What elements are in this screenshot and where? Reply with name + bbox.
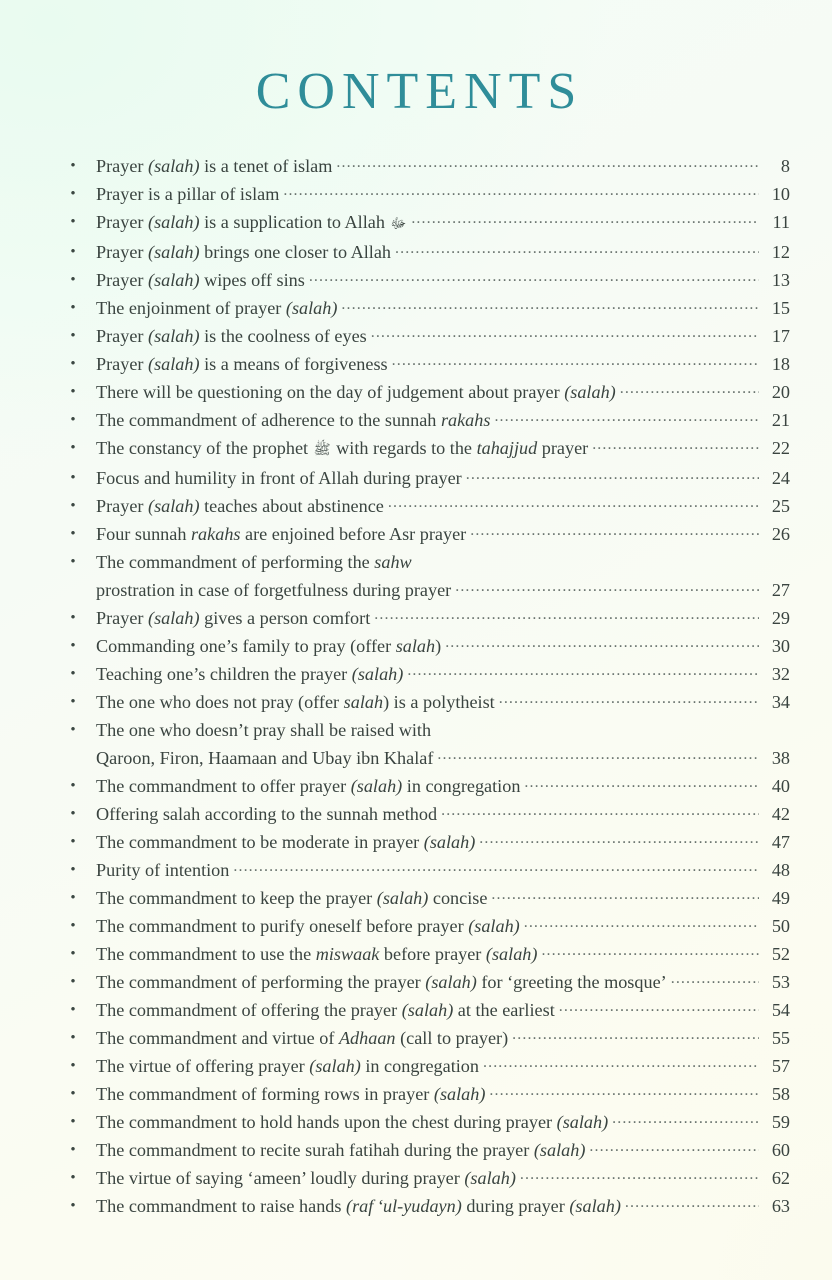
page-number: 21 xyxy=(771,410,790,430)
transliterated-term: (raf ‘ul-yudayn) xyxy=(346,1196,462,1216)
transliterated-term: (salah) xyxy=(148,270,200,290)
toc-entry-title: Prayer (salah) gives a person comfort xyxy=(96,608,371,628)
transliterated-term: sahw xyxy=(374,552,412,572)
transliterated-term: Adhaan xyxy=(338,1028,396,1048)
page-number: 48 xyxy=(771,860,790,880)
toc-entry-line xyxy=(96,1164,790,1192)
dot-leader xyxy=(371,324,759,342)
toc-entry-line xyxy=(96,180,790,208)
toc-entry[interactable] xyxy=(60,378,790,406)
bullet-icon: • xyxy=(70,214,76,230)
toc-entry-title: The virtue of saying ‘ameen’ loudly during prayer (salah) xyxy=(96,1168,516,1188)
toc-entry-line xyxy=(96,912,790,940)
transliterated-term: tahajjud xyxy=(476,438,538,458)
dot-leader xyxy=(494,408,759,426)
bullet-icon: • xyxy=(70,890,76,906)
dot-leader xyxy=(541,942,759,960)
transliterated-term: (salah) xyxy=(351,664,404,684)
transliterated-term: (salah) xyxy=(556,1112,609,1132)
dot-leader xyxy=(671,970,759,988)
page-number: 11 xyxy=(772,212,790,232)
bullet-icon: • xyxy=(70,610,76,626)
page-number: 20 xyxy=(771,382,790,402)
transliterated-term: (salah) xyxy=(569,1196,621,1216)
bullet-icon: • xyxy=(70,1142,76,1158)
transliterated-term: (salah) xyxy=(425,972,477,992)
dot-leader xyxy=(445,634,759,652)
bullet-icon: • xyxy=(70,1030,76,1046)
page-number: 50 xyxy=(771,916,790,936)
dot-leader xyxy=(520,1166,759,1184)
bullet-icon: • xyxy=(70,1058,76,1074)
toc-entry-line xyxy=(96,1024,790,1052)
toc-entry-line xyxy=(96,604,790,632)
page-number: 59 xyxy=(771,1112,790,1132)
page-number: 58 xyxy=(771,1084,790,1104)
toc-entry-line-continued xyxy=(96,576,790,604)
transliterated-term: rakahs xyxy=(190,524,241,544)
page-number: 47 xyxy=(771,832,790,852)
toc-entry-title: The commandment of performing the prayer (salah) for ‘greeting the mosque’ xyxy=(96,972,667,992)
dot-leader xyxy=(620,380,759,398)
toc-entry-title: Four sunnah rakahs are enjoined before Asr prayer xyxy=(96,524,467,544)
toc-entry[interactable] xyxy=(60,548,790,604)
transliterated-term: (salah) xyxy=(309,1056,361,1076)
transliterated-term: (salah) xyxy=(433,1084,486,1104)
toc-entry-title: The enjoinment of prayer (salah) xyxy=(96,298,338,318)
toc-entry-title: Prayer (salah) is a supplication to Allah ﷻ xyxy=(96,212,407,232)
transliterated-term: (salah) xyxy=(423,832,476,852)
transliterated-term: (salah) xyxy=(148,354,200,374)
toc-entry[interactable] xyxy=(60,464,790,492)
toc-entry-title: The commandment to hold hands upon the chest during prayer (salah) xyxy=(96,1112,609,1132)
bullet-icon: • xyxy=(70,806,76,822)
bullet-icon: • xyxy=(70,666,76,682)
toc-entry-title: Prayer (salah) wipes off sins xyxy=(96,270,305,290)
toc-entry-title: The commandment to be moderate in prayer (salah) xyxy=(96,832,476,852)
bullet-icon: • xyxy=(70,186,76,202)
toc-entry[interactable] xyxy=(60,604,790,632)
page-title: CONTENTS xyxy=(255,63,584,120)
toc-entry-title: The commandment to recite surah fatihah during the prayer (salah) xyxy=(96,1140,586,1160)
bullet-icon: • xyxy=(70,328,76,344)
bullet-icon: • xyxy=(70,554,76,570)
dot-leader xyxy=(499,690,759,708)
dot-leader xyxy=(392,352,759,370)
toc-entry-line xyxy=(96,660,790,688)
toc-entry-line xyxy=(96,1192,790,1220)
toc-entry-line xyxy=(96,378,790,406)
toc-entry-title: The commandment to use the miswaak before prayer (salah) xyxy=(96,944,538,964)
bullet-icon: • xyxy=(70,722,76,738)
toc-entry[interactable] xyxy=(60,800,790,828)
toc-entry-line xyxy=(96,716,790,744)
dot-leader xyxy=(524,774,759,792)
toc-entry-line xyxy=(96,520,790,548)
toc-entry[interactable] xyxy=(60,152,790,180)
bullet-icon: • xyxy=(70,638,76,654)
dot-leader xyxy=(441,802,759,820)
dot-leader xyxy=(233,858,759,876)
bullet-icon: • xyxy=(70,1170,76,1186)
toc-entry-title: The commandment of forming rows in prayer (salah) xyxy=(96,1084,486,1104)
page-number: 12 xyxy=(771,242,790,262)
dot-leader xyxy=(559,998,759,1016)
toc-entry[interactable] xyxy=(60,912,790,940)
page-number: 62 xyxy=(771,1168,790,1188)
bullet-icon: • xyxy=(70,526,76,542)
toc-entry-line xyxy=(96,884,790,912)
toc-entry[interactable] xyxy=(60,884,790,912)
toc-entry[interactable] xyxy=(60,1192,790,1220)
dot-leader xyxy=(612,1110,759,1128)
bullet-icon: • xyxy=(70,384,76,400)
bullet-icon: • xyxy=(70,244,76,260)
bullet-icon: • xyxy=(70,862,76,878)
toc-entry[interactable] xyxy=(60,434,790,464)
toc-entry-title: The commandment of adherence to the sunnah rakahs xyxy=(96,410,491,430)
transliterated-term: (salah) xyxy=(148,608,200,628)
page-number: 32 xyxy=(771,664,790,684)
bullet-icon: • xyxy=(70,412,76,428)
toc-entry-line xyxy=(96,492,790,520)
dot-leader xyxy=(283,182,759,200)
page-number: 8 xyxy=(780,156,790,176)
honorific-icon: ﷻ xyxy=(390,216,407,232)
toc-entry-line-continued xyxy=(96,744,790,772)
page-number: 30 xyxy=(771,636,790,656)
bullet-icon: • xyxy=(70,778,76,794)
bullet-icon: • xyxy=(70,1114,76,1130)
toc-entry[interactable] xyxy=(60,1024,790,1052)
toc-entry[interactable] xyxy=(60,856,790,884)
page-number: 63 xyxy=(771,1196,790,1216)
toc-entry-title: Prayer (salah) is the coolness of eyes xyxy=(96,326,367,346)
transliterated-term: (salah) xyxy=(148,242,200,262)
toc-entry-line xyxy=(96,1080,790,1108)
toc-entry-title: The commandment to purify oneself before prayer (salah) xyxy=(96,916,520,936)
dot-leader xyxy=(592,436,759,454)
toc-entry-line xyxy=(96,940,790,968)
toc-entry[interactable] xyxy=(60,940,790,968)
toc-entry[interactable] xyxy=(60,828,790,856)
dot-leader xyxy=(395,240,759,258)
page-number: 49 xyxy=(771,888,790,908)
transliterated-term: (salah) xyxy=(401,1000,454,1020)
toc-entry-line xyxy=(96,322,790,350)
dot-leader xyxy=(512,1026,759,1044)
bullet-icon: • xyxy=(70,834,76,850)
toc-entry-line xyxy=(96,294,790,322)
toc-entry-line xyxy=(96,350,790,378)
bullet-icon: • xyxy=(70,470,76,486)
toc-entry-line xyxy=(96,208,790,238)
table-of-contents-list xyxy=(60,152,790,1220)
toc-entry[interactable] xyxy=(60,238,790,266)
toc-entry-line xyxy=(96,434,790,464)
transliterated-term: rakahs xyxy=(440,410,491,430)
page-number: 52 xyxy=(771,944,790,964)
toc-entry-line xyxy=(96,1108,790,1136)
toc-entry-line xyxy=(96,464,790,492)
toc-entry-title: Purity of intention xyxy=(96,860,230,880)
toc-entry[interactable] xyxy=(60,520,790,548)
dot-leader xyxy=(309,268,759,286)
toc-entry-title: Prayer is a pillar of islam xyxy=(96,184,280,204)
dot-leader xyxy=(489,1082,759,1100)
toc-entry-title: Teaching one’s children the prayer (salah) xyxy=(96,664,404,684)
dot-leader xyxy=(479,830,759,848)
toc-entry[interactable] xyxy=(60,632,790,660)
page-number: 10 xyxy=(771,184,790,204)
dot-leader xyxy=(483,1054,759,1072)
toc-entry-title: Commanding one’s family to pray (offer salah) xyxy=(96,636,442,656)
dot-leader xyxy=(491,886,759,904)
dot-leader xyxy=(524,914,759,932)
bullet-icon: • xyxy=(70,1086,76,1102)
toc-entry[interactable] xyxy=(60,208,790,238)
toc-entry-line xyxy=(96,800,790,828)
transliterated-term: (salah) xyxy=(564,382,616,402)
page-number: 13 xyxy=(771,270,790,290)
toc-entry-line xyxy=(96,996,790,1024)
toc-entry-title: prostration in case of forgetfulness during prayer xyxy=(96,580,452,600)
toc-entry[interactable] xyxy=(60,1108,790,1136)
transliterated-term: salah xyxy=(395,636,436,656)
transliterated-term: (salah) xyxy=(533,1140,586,1160)
toc-entry-line xyxy=(96,856,790,884)
page-number: 53 xyxy=(771,972,790,992)
toc-entry-title: The virtue of offering prayer (salah) in congregation xyxy=(96,1056,479,1076)
toc-entry-title: The commandment to raise hands (raf ‘ul-yudayn) during prayer (salah) xyxy=(96,1196,621,1216)
page-number: 25 xyxy=(771,496,790,516)
toc-entry-title: The commandment of offering the prayer (salah) at the earliest xyxy=(96,1000,555,1020)
dot-leader xyxy=(470,522,759,540)
toc-entry[interactable] xyxy=(60,180,790,208)
honorific-icon: ﷺ xyxy=(313,442,331,458)
bullet-icon: • xyxy=(70,356,76,372)
toc-entry-line xyxy=(96,406,790,434)
toc-entry-title: The one who doesn’t pray shall be raised with xyxy=(96,720,432,740)
toc-entry[interactable] xyxy=(60,716,790,772)
toc-entry-line xyxy=(96,828,790,856)
toc-entry-line xyxy=(96,968,790,996)
dot-leader xyxy=(589,1138,759,1156)
page-number: 27 xyxy=(771,580,790,600)
bullet-icon: • xyxy=(70,918,76,934)
page-number: 40 xyxy=(771,776,790,796)
toc-entry[interactable] xyxy=(60,660,790,688)
dot-leader xyxy=(374,606,759,624)
page-number: 29 xyxy=(771,608,790,628)
toc-entry[interactable] xyxy=(60,772,790,800)
dot-leader xyxy=(466,466,759,484)
toc-entry[interactable] xyxy=(60,406,790,434)
bullet-icon: • xyxy=(70,300,76,316)
bullet-icon: • xyxy=(70,694,76,710)
transliterated-term: (salah) xyxy=(468,916,520,936)
toc-entry[interactable] xyxy=(60,688,790,716)
toc-entry-title: Prayer (salah) teaches about abstinence xyxy=(96,496,384,516)
toc-entry[interactable] xyxy=(60,322,790,350)
transliterated-term: (salah) xyxy=(464,1168,516,1188)
page-number: 26 xyxy=(771,524,790,544)
bullet-icon: • xyxy=(70,440,76,456)
toc-entry-title: Prayer (salah) is a means of forgiveness xyxy=(96,354,388,374)
toc-entry[interactable] xyxy=(60,266,790,294)
toc-entry-title: The commandment of performing the sahw xyxy=(96,552,412,572)
toc-entry-title: The commandment and virtue of Adhaan (call to prayer) xyxy=(96,1028,509,1048)
toc-entry-line xyxy=(96,632,790,660)
toc-entry-title: Offering salah according to the sunnah method xyxy=(96,804,438,824)
toc-entry-title: The one who does not pray (offer salah) is a polytheist xyxy=(96,692,495,712)
transliterated-term: (salah) xyxy=(148,212,200,232)
dot-leader xyxy=(336,154,759,172)
page-number: 22 xyxy=(771,438,790,458)
bullet-icon: • xyxy=(70,1198,76,1214)
toc-entry-line xyxy=(96,688,790,716)
dot-leader xyxy=(437,746,759,764)
bullet-icon: • xyxy=(70,1002,76,1018)
page-number: 60 xyxy=(771,1140,790,1160)
toc-entry[interactable] xyxy=(60,350,790,378)
toc-entry-line xyxy=(96,152,790,180)
page-number: 17 xyxy=(771,326,790,346)
dot-leader xyxy=(455,578,759,596)
transliterated-term: (salah) xyxy=(148,496,200,516)
page-number: 57 xyxy=(771,1056,790,1076)
transliterated-term: salah xyxy=(343,692,384,712)
dot-leader xyxy=(388,494,759,512)
bullet-icon: • xyxy=(70,498,76,514)
transliterated-term: (salah) xyxy=(485,944,538,964)
page-number: 15 xyxy=(771,298,790,318)
toc-entry-title: The constancy of the prophet ﷺ with regards to the tahajjud prayer xyxy=(96,438,589,458)
transliterated-term: (salah) xyxy=(285,298,338,318)
bullet-icon: • xyxy=(70,946,76,962)
transliterated-term: (salah) xyxy=(148,326,200,346)
dot-leader xyxy=(407,662,759,680)
toc-entry-title: Qaroon, Firon, Haamaan and Ubay ibn Khalaf xyxy=(96,748,434,768)
toc-entry-line xyxy=(96,772,790,800)
toc-entry-title: Prayer (salah) brings one closer to Allah xyxy=(96,242,391,262)
bullet-icon: • xyxy=(70,272,76,288)
transliterated-term: (salah) xyxy=(350,776,403,796)
transliterated-term: (salah) xyxy=(376,888,429,908)
page-number: 38 xyxy=(771,748,790,768)
toc-entry-line xyxy=(96,266,790,294)
dot-leader xyxy=(411,210,759,228)
toc-entry-title: Focus and humility in front of Allah during prayer xyxy=(96,468,462,488)
toc-entry[interactable] xyxy=(60,1136,790,1164)
transliterated-term: (salah) xyxy=(148,156,200,176)
toc-entry-line xyxy=(96,238,790,266)
page-number: 55 xyxy=(771,1028,790,1048)
toc-entry-title: The commandment to keep the prayer (salah) concise xyxy=(96,888,488,908)
toc-entry[interactable] xyxy=(60,1164,790,1192)
dot-leader xyxy=(341,296,759,314)
toc-entry[interactable] xyxy=(60,1052,790,1080)
toc-entry-title: Prayer (salah) is a tenet of islam xyxy=(96,156,333,176)
bullet-icon: • xyxy=(70,158,76,174)
toc-entry-title: There will be questioning on the day of judgement about prayer (salah) xyxy=(96,382,616,402)
toc-entry-title: The commandment to offer prayer (salah) in congregation xyxy=(96,776,521,796)
toc-entry[interactable] xyxy=(60,968,790,996)
toc-entry[interactable] xyxy=(60,1080,790,1108)
toc-entry-line xyxy=(96,1052,790,1080)
page-number: 42 xyxy=(771,804,790,824)
toc-entry[interactable] xyxy=(60,492,790,520)
toc-entry-line xyxy=(96,1136,790,1164)
toc-entry-line xyxy=(96,548,790,576)
page-number: 34 xyxy=(771,692,790,712)
dot-leader xyxy=(625,1194,759,1212)
page-number: 24 xyxy=(771,468,790,488)
page-number: 54 xyxy=(771,1000,790,1020)
bullet-icon: • xyxy=(70,974,76,990)
toc-entry[interactable] xyxy=(60,294,790,322)
toc-entry[interactable] xyxy=(60,996,790,1024)
page-number: 18 xyxy=(771,354,790,374)
transliterated-term: miswaak xyxy=(315,944,380,964)
